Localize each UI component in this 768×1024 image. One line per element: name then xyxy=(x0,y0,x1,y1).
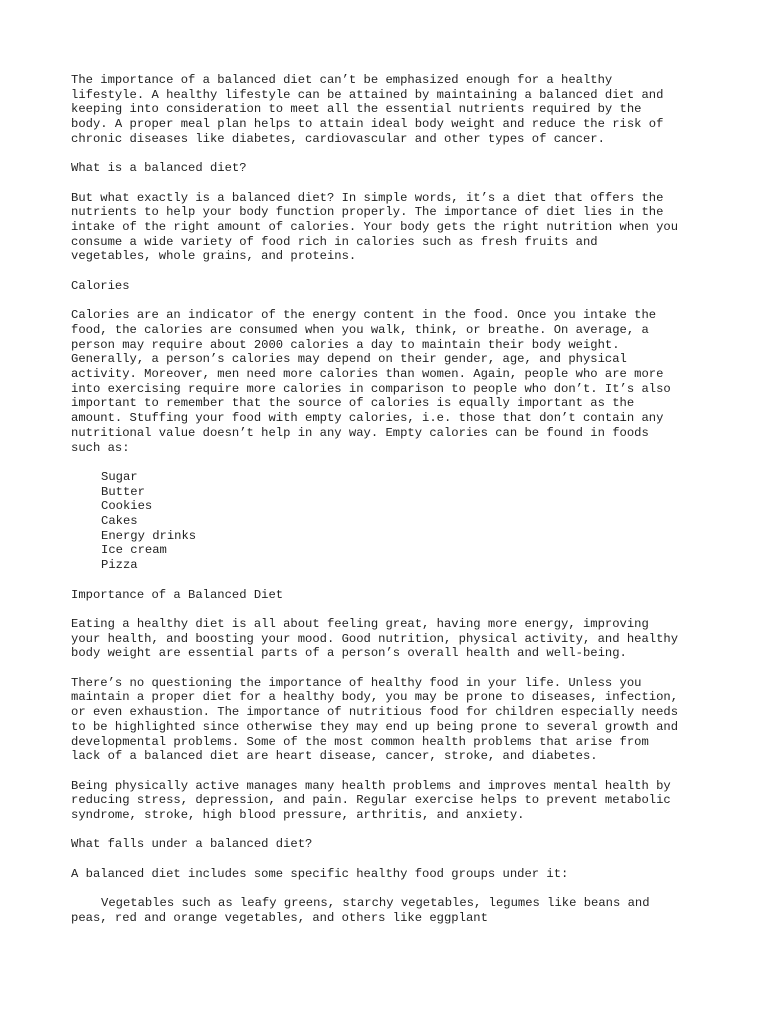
list-item: Ice cream xyxy=(101,543,167,558)
document-page xyxy=(71,73,711,940)
list-item: Cookies xyxy=(101,499,153,514)
list-item: Pizza xyxy=(101,558,138,573)
heading-importance-balanced-diet: Importance of a Balanced Diet xyxy=(71,587,284,602)
intro-paragraph: The importance of a balanced diet can’t be emphasized enough for a healthy lifestyle. A healthy lifestyle can be attained by maintaining a balanced diet and keeping into consideration to meet all the essential nutrients required by the body. A proper meal plan helps to attain ideal body weight and reduce the risk of chronic diseases like diabetes, cardiovascular and other types of cancer. xyxy=(71,73,664,146)
balanced-diet-paragraph: But what exactly is a balanced diet? In simple words, it’s a diet that offers the nutrients to help your body function properly. The importance of diet lies in the intake of the right amount of calories. Your body gets the right nutrition when you consume a wide variety of food rich in calories such as fresh fruits and vegetables, whole grains, and proteins. xyxy=(71,190,679,264)
vegetables-item: Vegetables such as leafy greens, starchy vegetables, legumes like beans and peas, red and orange vegetables, and others like eggplant xyxy=(71,896,650,925)
heading-calories: Calories xyxy=(71,278,130,293)
list-item: Sugar xyxy=(101,469,138,484)
list-item: Energy drinks xyxy=(101,528,197,543)
healthy-food-paragraph: There’s no questioning the importance of healthy food in your life. Unless you maintain a proper diet for a healthy body, you may be prone to diseases, infection, or even exhaustion. The importance of nutritious food for children especially needs to be highlighted since otherwise they may end up being prone to several growth and developmental problems. Some of the most common health problems that arise from lack of a balanced diet are heart disease, cancer, stroke, and diabetes. xyxy=(71,675,679,764)
list-item: Butter xyxy=(101,484,145,499)
heading-what-is-balanced-diet: What is a balanced diet? xyxy=(71,161,247,176)
list-item: Cakes xyxy=(101,514,138,529)
physical-activity-paragraph: Being physically active manages many health problems and improves mental health by reducing stress, depression, and pain. Regular exercise helps to prevent metabolic syndrome, stroke, high blood pressure, arthritis, and anxiety. xyxy=(71,778,671,823)
food-groups-paragraph: A balanced diet includes some specific healthy food groups under it: xyxy=(71,866,569,881)
healthy-diet-paragraph: Eating a healthy diet is all about feeling great, having more energy, improving your health, and boosting your mood. Good nutrition, physical activity, and healthy body weight are essential parts of a person’s overall health and well-being. xyxy=(71,616,679,661)
empty-calories-list xyxy=(101,470,711,573)
heading-what-falls-under: What falls under a balanced diet? xyxy=(71,837,313,852)
calories-paragraph: Calories are an indicator of the energy content in the food. Once you intake the food, the calories are consumed when you walk, think, or breathe. On average, a person may require about 2000 calories a day to maintain their body weight. Generally, a person’s calories may depend on their gender, age, and physical activity. Moreover, men need more calories than women. Again, people who are more into exercising require more calories in comparison to people who don’t. It’s also important to remember that the source of calories is equally important as the amount. Stuffing your food with empty calories, i.e. those that don’t contain any nutritional value doesn’t help in any way. Empty calories can be found in foods such as: xyxy=(71,308,671,455)
